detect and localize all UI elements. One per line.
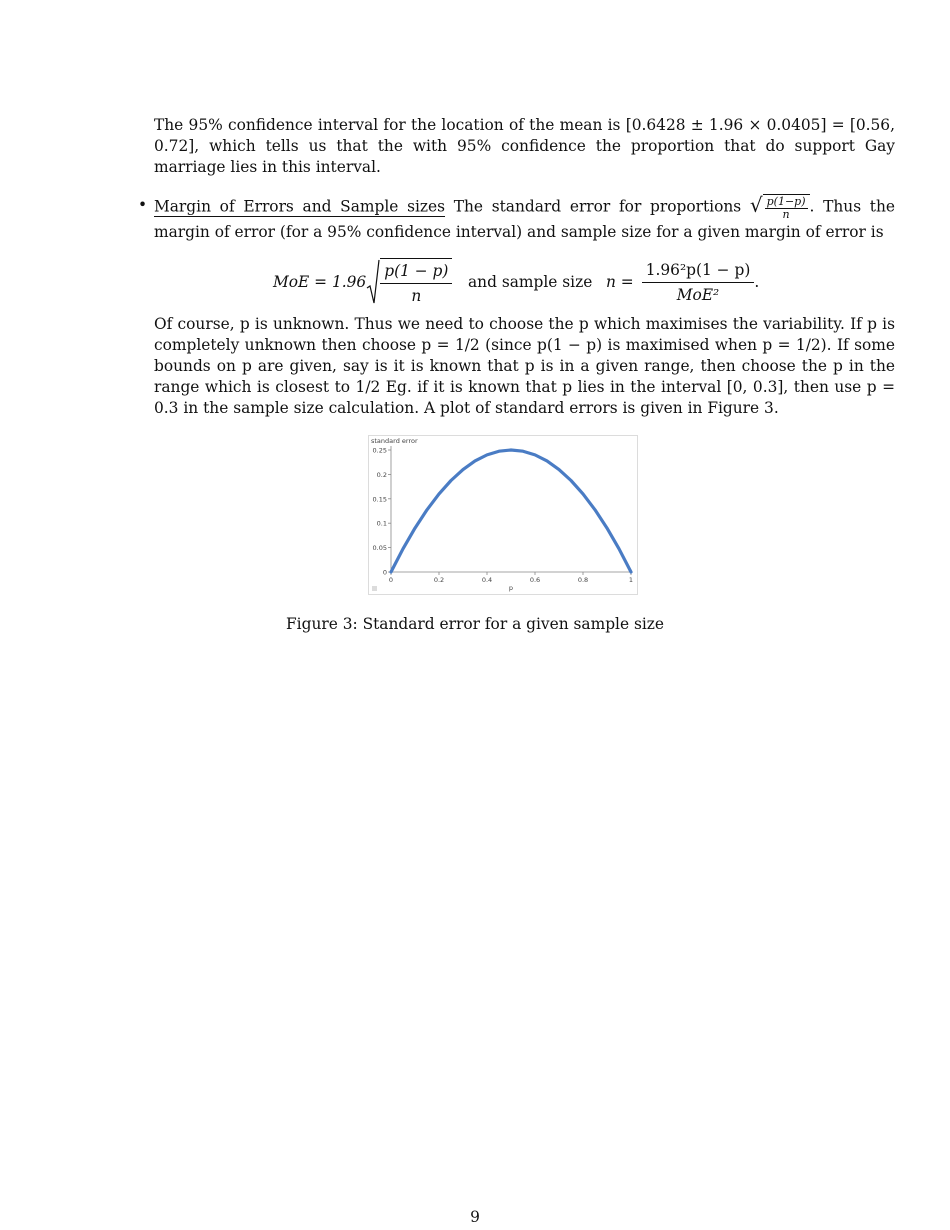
se-formula [750, 194, 810, 221]
y-tick-label: 0.1 [376, 519, 387, 528]
sqrt-sign [366, 258, 380, 306]
bullet-marker: • [138, 196, 148, 214]
x-tick-label: 0.4 [481, 576, 493, 584]
y-tick-label: 0.05 [372, 544, 387, 553]
figure-3-chart [368, 435, 638, 595]
sqrt-sign: √ [749, 193, 763, 217]
n-denominator: MoE² [676, 285, 720, 304]
y-tick-label: 0 [382, 568, 387, 577]
n-numerator: 1.96²p(1 − p) [642, 260, 755, 283]
bullet-lead: The standard error for proportions [453, 197, 742, 216]
bullet-heading: Margin of Errors and Sample sizes [154, 197, 446, 216]
x-tick-label: 0.6 [529, 576, 541, 584]
x-tick-label: 0.8 [577, 576, 589, 584]
bullet-trail: . Thus the margin of error (for a 95% confidence interval) and sample size for a given margin of error is [154, 197, 896, 241]
n-lhs: n = [606, 273, 634, 291]
moe-denominator: n [411, 287, 422, 305]
x-tick-label: 0 [388, 576, 394, 584]
intro-text: The 95% confidence interval for the location of the mean is [0.6428 ± 1.96 × 0.0405] = [0.56, 0.72], which tells us that the with 95% confidence the proportion that do support Gay marriage lies in this interval. [154, 116, 895, 176]
x-tick-label: 1 [628, 576, 634, 584]
connector: and sample size [468, 273, 593, 291]
moe-lhs: MoE = 1.96 [273, 273, 367, 291]
series-line [391, 450, 631, 572]
second-paragraph [154, 314, 895, 419]
figure-caption: Figure 3: Standard error for a given sample size [285, 615, 665, 633]
x-tick-label: 0.2 [433, 576, 445, 584]
moe-numerator: p(1 − p) [380, 261, 452, 284]
y-tick-label: 0.25 [372, 446, 387, 455]
legend-swatch [372, 586, 377, 591]
moe-equation [273, 257, 452, 307]
display-equations [0, 257, 950, 307]
se-numerator: p(1−p) [766, 195, 806, 208]
se-denominator: n [782, 208, 790, 221]
second-paragraph-text: Of course, p is unknown. Thus we need to choose the p which maximises the variability. If p is completely unknown then choose p = 1/2 (since p(1 − p) is maximised when p = 1/2). If some bounds on p are given, say is it is known that p is in a given range, then choose the p in the range which is closest to 1/2 Eg. if it is known that p lies in the interval [0, 0.3], then use p = 0.3 in the sample size calculation. A plot of standard errors is given in Figure 3. [154, 315, 895, 417]
y-tick-label: 0.15 [372, 495, 387, 504]
intro-paragraph [154, 115, 895, 178]
standard-error-plot [369, 436, 637, 594]
moe-sqrt [366, 258, 452, 306]
page-number: 9 [470, 1208, 480, 1226]
x-axis-label: p [508, 584, 514, 592]
n-end: . [754, 273, 760, 291]
n-equation [606, 257, 759, 307]
y-tick-label: 0.2 [376, 470, 387, 479]
bullet-text [154, 194, 895, 243]
y-axis-label: standard error [371, 437, 418, 445]
